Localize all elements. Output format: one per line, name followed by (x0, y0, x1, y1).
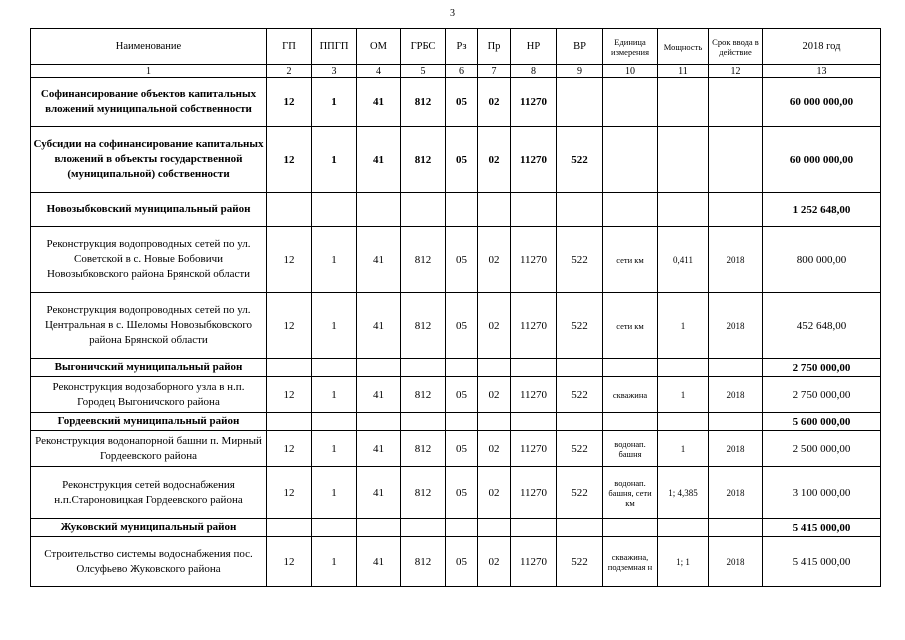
cell-pr: 02 (478, 78, 511, 127)
cell-om: 41 (357, 377, 401, 413)
cell-capacity: 1; 4,385 (658, 467, 709, 519)
row-name: Гордеевский муниципальный район (31, 413, 267, 431)
table-row-region (31, 519, 881, 537)
column-number: 4 (357, 65, 401, 78)
cell-term: 2018 (709, 431, 763, 467)
cell-term: 2018 (709, 467, 763, 519)
cell-om: 41 (357, 78, 401, 127)
col-header-pr: Пр (478, 29, 511, 65)
cell-vr: 522 (557, 537, 603, 587)
cell-ppgp (312, 359, 357, 377)
cell-nr (511, 359, 557, 377)
cell-capacity (658, 78, 709, 127)
col-header-nr: НР (511, 29, 557, 65)
cell-vr (557, 519, 603, 537)
table-row (31, 293, 881, 359)
cell-capacity: 0,411 (658, 227, 709, 293)
cell-gp: 12 (267, 431, 312, 467)
row-name: Реконструкция водонапорной башни п. Мирный Гордеевского района (31, 431, 267, 467)
cell-om: 41 (357, 467, 401, 519)
row-name: Реконструкция сетей водоснабжения н.п.Староновицкая Гордеевского района (31, 467, 267, 519)
cell-term (709, 413, 763, 431)
cell-grbs: 812 (401, 127, 446, 193)
cell-ppgp: 1 (312, 293, 357, 359)
cell-term: 2018 (709, 377, 763, 413)
cell-gp: 12 (267, 227, 312, 293)
cell-gp: 12 (267, 537, 312, 587)
cell-amount: 2 750 000,00 (763, 377, 881, 413)
page-number: 3 (450, 8, 455, 19)
row-name: Субсидии на софинансирование капитальных вложений в объекты государственной (муниципальной) собственности (31, 127, 267, 193)
row-name: Новозыбковский муниципальный район (31, 193, 267, 227)
cell-nr: 11270 (511, 467, 557, 519)
cell-ppgp: 1 (312, 127, 357, 193)
column-number: 8 (511, 65, 557, 78)
cell-grbs (401, 359, 446, 377)
cell-vr (557, 413, 603, 431)
cell-grbs: 812 (401, 377, 446, 413)
cell-term: 2018 (709, 227, 763, 293)
cell-pr (478, 193, 511, 227)
column-number: 6 (446, 65, 478, 78)
cell-om (357, 359, 401, 377)
cell-capacity (658, 193, 709, 227)
cell-nr: 11270 (511, 127, 557, 193)
table-row (31, 537, 881, 587)
cell-vr: 522 (557, 377, 603, 413)
table-row (31, 431, 881, 467)
cell-capacity (658, 413, 709, 431)
col-header-term: Срок ввода в действие (709, 29, 763, 65)
cell-unit (603, 413, 658, 431)
cell-grbs: 812 (401, 537, 446, 587)
row-name: Выгоничский муниципальный район (31, 359, 267, 377)
cell-unit: водонап. башня, сети км (603, 467, 658, 519)
row-name: Жуковский муниципальный район (31, 519, 267, 537)
cell-rz (446, 359, 478, 377)
cell-grbs: 812 (401, 78, 446, 127)
column-number: 5 (401, 65, 446, 78)
cell-gp (267, 193, 312, 227)
cell-unit (603, 127, 658, 193)
cell-gp: 12 (267, 377, 312, 413)
col-header-ppgp: ППГП (312, 29, 357, 65)
cell-rz (446, 413, 478, 431)
cell-gp (267, 519, 312, 537)
column-number: 7 (478, 65, 511, 78)
row-name: Реконструкция водозаборного узла в н.п. Городец Выгоничского района (31, 377, 267, 413)
cell-pr: 02 (478, 127, 511, 193)
header-row (31, 29, 881, 65)
cell-amount: 452 648,00 (763, 293, 881, 359)
col-header-unit: Единица измерения (603, 29, 658, 65)
cell-pr: 02 (478, 377, 511, 413)
col-header-year: 2018 год (763, 29, 881, 65)
cell-om: 41 (357, 227, 401, 293)
cell-grbs (401, 193, 446, 227)
cell-om: 41 (357, 431, 401, 467)
cell-pr: 02 (478, 293, 511, 359)
cell-amount: 2 750 000,00 (763, 359, 881, 377)
cell-term (709, 127, 763, 193)
cell-gp: 12 (267, 127, 312, 193)
cell-vr (557, 193, 603, 227)
cell-rz: 05 (446, 537, 478, 587)
col-header-vr: ВР (557, 29, 603, 65)
cell-term: 2018 (709, 293, 763, 359)
cell-rz: 05 (446, 78, 478, 127)
row-name: Реконструкция водопроводных сетей по ул. Центральная в с. Шеломы Новозыбковского района Брянской области (31, 293, 267, 359)
cell-capacity: 1; 1 (658, 537, 709, 587)
cell-pr (478, 413, 511, 431)
budget-table (30, 28, 881, 587)
cell-pr: 02 (478, 227, 511, 293)
cell-om: 41 (357, 293, 401, 359)
cell-vr (557, 78, 603, 127)
cell-rz (446, 519, 478, 537)
cell-amount: 800 000,00 (763, 227, 881, 293)
cell-gp: 12 (267, 78, 312, 127)
cell-capacity: 1 (658, 293, 709, 359)
cell-amount: 2 500 000,00 (763, 431, 881, 467)
row-name: Софинансирование объектов капитальных вложений муниципальной собственности (31, 78, 267, 127)
column-number: 1 (31, 65, 267, 78)
cell-capacity (658, 519, 709, 537)
cell-capacity (658, 359, 709, 377)
cell-om (357, 413, 401, 431)
table-row (31, 227, 881, 293)
cell-term (709, 359, 763, 377)
cell-capacity: 1 (658, 377, 709, 413)
cell-unit (603, 519, 658, 537)
cell-amount: 60 000 000,00 (763, 127, 881, 193)
cell-ppgp: 1 (312, 537, 357, 587)
column-number: 9 (557, 65, 603, 78)
cell-amount: 5 600 000,00 (763, 413, 881, 431)
cell-grbs: 812 (401, 431, 446, 467)
cell-grbs (401, 413, 446, 431)
cell-ppgp: 1 (312, 467, 357, 519)
col-header-capacity: Мощность (658, 29, 709, 65)
cell-nr: 11270 (511, 537, 557, 587)
cell-capacity: 1 (658, 431, 709, 467)
cell-om: 41 (357, 537, 401, 587)
cell-ppgp: 1 (312, 227, 357, 293)
col-header-gp: ГП (267, 29, 312, 65)
cell-unit (603, 193, 658, 227)
cell-vr: 522 (557, 293, 603, 359)
table-row-group (31, 78, 881, 127)
cell-rz: 05 (446, 293, 478, 359)
cell-vr: 522 (557, 467, 603, 519)
cell-rz: 05 (446, 467, 478, 519)
cell-unit: сети км (603, 227, 658, 293)
cell-gp (267, 359, 312, 377)
cell-vr: 522 (557, 431, 603, 467)
cell-ppgp: 1 (312, 377, 357, 413)
cell-unit: водонап. башня (603, 431, 658, 467)
cell-gp (267, 413, 312, 431)
cell-grbs: 812 (401, 467, 446, 519)
column-number-row (31, 65, 881, 78)
column-number: 10 (603, 65, 658, 78)
cell-unit: сети км (603, 293, 658, 359)
cell-vr: 522 (557, 227, 603, 293)
cell-nr: 11270 (511, 227, 557, 293)
cell-rz: 05 (446, 227, 478, 293)
table-row (31, 467, 881, 519)
cell-grbs (401, 519, 446, 537)
cell-grbs: 812 (401, 227, 446, 293)
cell-amount: 5 415 000,00 (763, 519, 881, 537)
cell-gp: 12 (267, 467, 312, 519)
cell-ppgp: 1 (312, 78, 357, 127)
col-header-grbs: ГРБС (401, 29, 446, 65)
cell-term (709, 193, 763, 227)
column-number: 3 (312, 65, 357, 78)
cell-amount: 5 415 000,00 (763, 537, 881, 587)
cell-ppgp (312, 193, 357, 227)
cell-ppgp (312, 413, 357, 431)
cell-nr (511, 193, 557, 227)
cell-pr (478, 359, 511, 377)
table-row (31, 377, 881, 413)
cell-rz (446, 193, 478, 227)
cell-pr (478, 519, 511, 537)
cell-ppgp (312, 519, 357, 537)
table-row-group (31, 127, 881, 193)
cell-term: 2018 (709, 537, 763, 587)
cell-capacity (658, 127, 709, 193)
column-number: 12 (709, 65, 763, 78)
table-row-region (31, 359, 881, 377)
col-header-om: ОМ (357, 29, 401, 65)
cell-term (709, 519, 763, 537)
cell-amount: 60 000 000,00 (763, 78, 881, 127)
cell-nr (511, 413, 557, 431)
cell-om: 41 (357, 127, 401, 193)
cell-om (357, 519, 401, 537)
cell-vr (557, 359, 603, 377)
column-number: 11 (658, 65, 709, 78)
cell-nr: 11270 (511, 78, 557, 127)
row-name: Строительство системы водоснабжения пос. Олсуфьево Жуковского района (31, 537, 267, 587)
cell-amount: 3 100 000,00 (763, 467, 881, 519)
cell-vr: 522 (557, 127, 603, 193)
col-header-name: Наименование (31, 29, 267, 65)
cell-amount: 1 252 648,00 (763, 193, 881, 227)
cell-nr: 11270 (511, 431, 557, 467)
cell-rz: 05 (446, 377, 478, 413)
column-number: 13 (763, 65, 881, 78)
cell-nr (511, 519, 557, 537)
column-number: 2 (267, 65, 312, 78)
cell-nr: 11270 (511, 377, 557, 413)
cell-unit: скважина, подземная н (603, 537, 658, 587)
cell-unit (603, 359, 658, 377)
cell-term (709, 78, 763, 127)
cell-rz: 05 (446, 127, 478, 193)
cell-gp: 12 (267, 293, 312, 359)
cell-pr: 02 (478, 537, 511, 587)
table-row-region (31, 193, 881, 227)
cell-unit (603, 78, 658, 127)
cell-om (357, 193, 401, 227)
table-row-region (31, 413, 881, 431)
cell-grbs: 812 (401, 293, 446, 359)
cell-unit: скважина (603, 377, 658, 413)
cell-pr: 02 (478, 467, 511, 519)
cell-nr: 11270 (511, 293, 557, 359)
cell-pr: 02 (478, 431, 511, 467)
cell-ppgp: 1 (312, 431, 357, 467)
row-name: Реконструкция водопроводных сетей по ул. Советской в с. Новые Бобовичи Новозыбковского района Брянской области (31, 227, 267, 293)
cell-rz: 05 (446, 431, 478, 467)
col-header-rz: Рз (446, 29, 478, 65)
